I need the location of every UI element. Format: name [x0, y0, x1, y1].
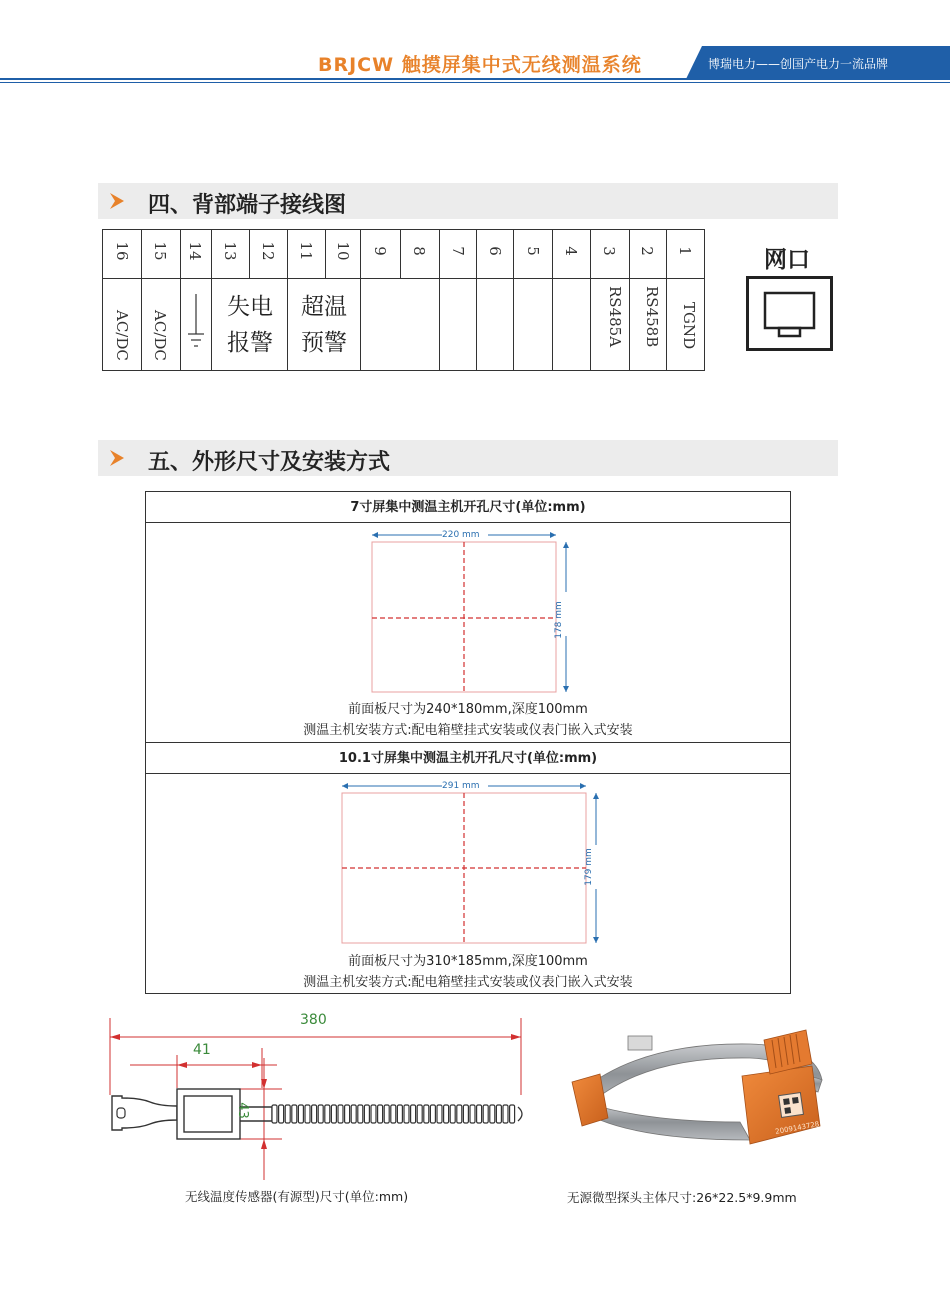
terminal-number: 10	[334, 241, 352, 261]
terminal-number: 4	[562, 246, 580, 256]
strap-ridge	[477, 1105, 482, 1123]
section-heading-dimensions	[98, 440, 838, 476]
header-rule	[0, 78, 950, 80]
strap-ridge	[411, 1105, 416, 1123]
terminal-number: 11	[297, 241, 315, 261]
cutout-7in-width-label: 220 mm	[442, 530, 480, 540]
document-title: BRJCW 触摸屏集中式无线测温系统	[318, 54, 642, 76]
sensor-dimension-drawing	[100, 1010, 535, 1185]
strap-ridge	[470, 1105, 475, 1123]
cutout-10in-title: 10.1寸屏集中测温主机开孔尺寸(单位:mm)	[146, 743, 790, 774]
terminal-number: 2	[638, 246, 656, 256]
strap-ridge	[345, 1105, 350, 1123]
terminal-label-2: RS458B	[643, 286, 661, 348]
column-line	[211, 230, 212, 370]
cutout-7in-install-method: 测温主机安装方式:配电箱壁挂式安装或仪表门嵌入式安装	[303, 723, 633, 738]
passive-probe-image	[560, 1022, 840, 1172]
strap-ridge	[279, 1105, 284, 1123]
terminal-number: 9	[371, 246, 389, 256]
chevron-right-icon	[108, 192, 126, 210]
terminal-number: 16	[113, 241, 131, 261]
strap-ridge	[378, 1105, 383, 1123]
chevron-right-icon	[108, 449, 126, 467]
probe-serial-number: 2009143728	[774, 1120, 820, 1136]
strap-ridge	[351, 1105, 356, 1123]
strap-ridge	[496, 1105, 501, 1123]
strap-ridge	[292, 1105, 297, 1123]
power-loss-alarm-label-2: 报警	[227, 330, 273, 356]
table-divider	[103, 278, 704, 279]
column-line	[629, 230, 630, 370]
overtemp-warning-label-2: 预警	[301, 330, 347, 356]
column-line	[360, 230, 361, 370]
column-line	[439, 230, 440, 370]
terminal-number: 1	[676, 246, 694, 256]
sensor-length-label: 380	[300, 1012, 327, 1028]
strap-ridge	[490, 1105, 495, 1123]
terminal-label-3: RS485A	[606, 286, 624, 348]
header-tagline: 博瑞电力——创国产电力一流品牌	[708, 57, 889, 71]
strap-ridge	[298, 1105, 303, 1123]
column-line	[552, 230, 553, 370]
strap-ridge	[331, 1105, 336, 1123]
strap-ridge	[397, 1105, 402, 1123]
cutout-10in-drawing	[332, 777, 612, 947]
cutout-7in-drawing	[362, 526, 582, 696]
strap-ridge	[272, 1105, 277, 1123]
terminal-label-1: TGND	[680, 302, 698, 350]
strap-ridge	[450, 1105, 455, 1123]
cutout-10in-width-label: 291 mm	[442, 781, 480, 791]
cutout-7in-panel-size: 前面板尺寸为240*180mm,深度100mm	[348, 702, 588, 717]
terminal-label-16: AC/DC	[113, 310, 131, 361]
terminal-number: 8	[410, 246, 428, 256]
network-port-label: 网口	[764, 247, 810, 273]
column-line	[249, 230, 250, 278]
probe-caption: 无源微型探头主体尺寸:26*22.5*9.9mm	[567, 1190, 797, 1205]
terminal-number: 3	[600, 246, 618, 256]
strap-ridge	[312, 1105, 317, 1123]
cutout-10in-height-label: 179 mm	[583, 848, 594, 886]
strap-ridge	[437, 1105, 442, 1123]
ground-icon	[186, 292, 206, 356]
terminal-number: 6	[486, 246, 504, 256]
strap-ridge	[404, 1105, 409, 1123]
column-line	[590, 230, 591, 370]
column-line	[325, 230, 326, 278]
strap-ridge	[285, 1105, 290, 1123]
power-loss-alarm-label: 失电	[227, 294, 273, 320]
cutout-dimension-table	[145, 491, 791, 994]
terminal-label-15: AC/DC	[151, 310, 169, 361]
terminal-number: 13	[221, 241, 239, 261]
terminal-wiring-table	[102, 229, 705, 371]
strap-ridge	[364, 1105, 369, 1123]
terminal-number: 5	[524, 246, 542, 256]
column-line	[141, 230, 142, 370]
strap-ridge	[444, 1105, 449, 1123]
strap-ridge	[503, 1105, 508, 1123]
terminal-number: 12	[259, 241, 277, 261]
strap-ridge	[391, 1105, 396, 1123]
terminal-number: 15	[151, 241, 169, 261]
section-title: 五、外形尺寸及安装方式	[148, 450, 391, 475]
overtemp-warning-label: 超温	[301, 294, 347, 320]
strap-ridge	[358, 1105, 363, 1123]
strap-ridge	[318, 1105, 323, 1123]
strap-ridge	[424, 1105, 429, 1123]
strap-ridge	[483, 1105, 488, 1123]
ethernet-port-icon	[749, 279, 830, 348]
section-title: 四、背部端子接线图	[148, 193, 347, 218]
terminal-number: 14	[186, 241, 204, 261]
strap-ridge	[430, 1105, 435, 1123]
sensor-caption: 无线温度传感器(有源型)尺寸(单位:mm)	[185, 1189, 409, 1204]
cutout-10in-install-method: 测温主机安装方式:配电箱壁挂式安装或仪表门嵌入式安装	[303, 975, 633, 990]
sensor-head-height-label: 43	[234, 1102, 250, 1119]
sensor-head-width-label: 41	[193, 1042, 211, 1058]
cutout-10in-panel-size: 前面板尺寸为310*185mm,深度100mm	[348, 954, 588, 969]
section-heading-wiring	[98, 183, 838, 219]
network-port-diagram	[746, 276, 833, 351]
strap-ridge	[325, 1105, 330, 1123]
strap-ridge	[371, 1105, 376, 1123]
strap-ridge	[463, 1105, 468, 1123]
column-line	[476, 230, 477, 370]
column-line	[180, 230, 181, 370]
strap-ridge	[417, 1105, 422, 1123]
cutout-7in-height-label: 178 mm	[553, 601, 564, 639]
strap-ridge	[510, 1105, 515, 1123]
column-line	[666, 230, 667, 370]
column-line	[400, 230, 401, 278]
strap-ridge	[305, 1105, 310, 1123]
cutout-7in-title: 7寸屏集中测温主机开孔尺寸(单位:mm)	[146, 492, 790, 523]
strap-ridge	[457, 1105, 462, 1123]
strap-ridge	[338, 1105, 343, 1123]
terminal-number: 7	[449, 246, 467, 256]
header-rule-thin	[0, 82, 950, 83]
strap-ridge	[384, 1105, 389, 1123]
column-line	[513, 230, 514, 370]
